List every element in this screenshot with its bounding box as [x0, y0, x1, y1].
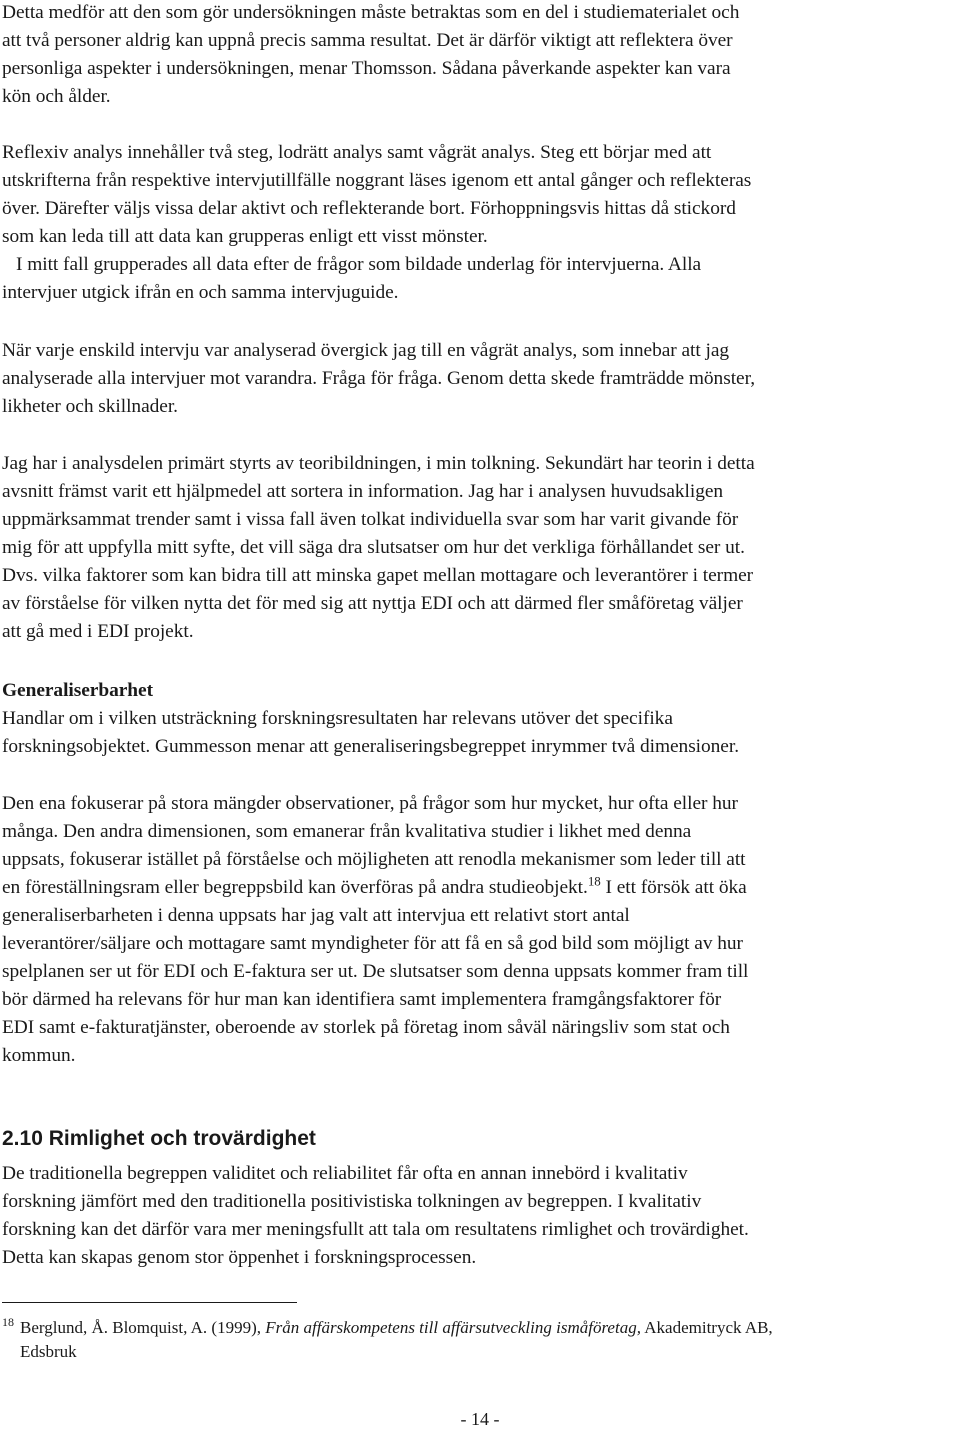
- text-line-with-footnote-ref: [2, 874, 954, 902]
- text-line: När varje enskild intervju var analyserad övergick jag till en vågrät analys, som innebar att jag: [2, 340, 730, 361]
- text-line: kommun.: [2, 1045, 76, 1066]
- paragraph-generalizability: [2, 677, 954, 761]
- text-line: forskningsobjektet. Gummesson menar att generaliseringsbegreppet inrymmer två dimensioner.: [2, 736, 740, 757]
- text-line: kön och ålder.: [2, 86, 111, 107]
- text-line: forskning jämfört med den traditionella positivistiska tolkningen av begreppen. I kvalitativ: [2, 1191, 702, 1212]
- text-line: Reflexiv analys innehåller två steg, lodrätt analys samt vågrät analys. Steg ett börjar med att: [2, 142, 712, 163]
- paragraph-dimensions: [2, 790, 954, 1070]
- footnote-text: Akademitryck AB,: [640, 1318, 773, 1337]
- text-line: analyserade alla intervjuer mot varandra. Fråga för fråga. Genom detta skede framträdde mönster,: [2, 368, 756, 389]
- text-line: likheter och skillnader.: [2, 396, 178, 417]
- footnote-title: Från affärskompetens till affärsutveckling ismåföretag,: [265, 1318, 641, 1337]
- text-line: Detta kan skapas genom stor öppenhet i forskningsprocessen.: [2, 1247, 477, 1268]
- text-line: uppsats, fokuserar istället på förståelse och möjligheten att renodla mekanismer som leder till att: [2, 849, 746, 870]
- text-line: utskrifterna från respektive intervjutillfälle noggrant läses igenom ett antal gånger och reflekteras: [2, 170, 752, 191]
- section-heading: 2.10 Rimlighet och trovärdighet: [2, 1127, 316, 1150]
- text-line: EDI samt e-fakturatjänster, oberoende av storlek på företag inom såväl näringsliv som stat och: [2, 1017, 730, 1038]
- text-line: intervjuer utgick ifrån en och samma intervjuguide.: [2, 282, 399, 303]
- footnote-number: 18: [2, 1315, 14, 1330]
- footnote: [2, 1316, 954, 1364]
- text-line: uppmärksammat trender samt i vissa fall även tolkat individuella svar som har varit givande för: [2, 509, 739, 530]
- text-line: avsnitt främst varit ett hjälpmedel att sortera in information. Jag har i analysen huvudsakligen: [2, 481, 724, 502]
- paragraph-credibility: [2, 1160, 954, 1272]
- text-line: över. Därefter väljs vissa delar aktivt och reflekterande bort. Förhoppningsvis hittas då stickord: [2, 198, 736, 219]
- footnote-text: Berglund, Å. Blomquist, A. (1999),: [20, 1318, 266, 1337]
- text-line: mig för att uppfylla mitt syfte, det vill säga dra slutsatser om hur det verkliga förhållandet ser ut.: [2, 537, 745, 558]
- text-line: De traditionella begreppen validitet och reliabilitet får ofta en annan innebörd i kvalitativ: [2, 1163, 688, 1184]
- text-line: Handlar om i vilken utsträckning forskningsresultaten har relevans utöver det specifika: [2, 708, 673, 729]
- text-line: att gå med i EDI projekt.: [2, 621, 194, 642]
- text-line: generaliserbarheten i denna uppsats har jag valt att intervjua ett relativt stort antal: [2, 905, 630, 926]
- text-line: spelplanen ser ut för EDI och E-faktura ser ut. De slutsatser som denna uppsats kommer fram till: [2, 961, 749, 982]
- paragraph-intro: [2, 0, 954, 111]
- subheading-generalizability: Generaliserbarhet: [2, 680, 153, 701]
- text-line: Jag har i analysdelen primärt styrts av teoribildningen, i min tolkning. Sekundärt har teorin i detta: [2, 453, 755, 474]
- text-line: forskning kan det därför vara mer meningsfullt att tala om resultatens rimlighet och trovärdighet.: [2, 1219, 749, 1240]
- footnote-reference: 18: [587, 873, 601, 889]
- text-line: personliga aspekter i undersökningen, menar Thomsson. Sådana påverkande aspekter kan vara: [2, 58, 731, 79]
- paragraph-horizontal-analysis: [2, 337, 954, 421]
- footnote-text: Edsbruk: [20, 1342, 77, 1361]
- text-line: Den ena fokuserar på stora mängder observationer, på frågor som hur mycket, hur ofta eller hur: [2, 793, 738, 814]
- text-segment: en föreställningsram eller begreppsbild kan överföras på andra studieobjekt.: [2, 877, 588, 898]
- text-line: många. Den andra dimensionen, som emanerar från kvalitativa studier i likhet med denna: [2, 821, 692, 842]
- text-line: I mitt fall grupperades all data efter de frågor som bildade underlag för intervjuerna. Alla: [16, 254, 702, 275]
- paragraph-analysis-method: [2, 450, 954, 646]
- page-number: - 14 -: [460, 1409, 500, 1429]
- footnote-separator: [2, 1302, 297, 1303]
- text-line: leverantörer/säljare och mottagare samt myndigheter för att få en så god bild som möjligt av hur: [2, 933, 743, 954]
- text-line: Dvs. vilka faktorer som kan bidra till att minska gapet mellan mottagare och leverantörer i termer: [2, 565, 754, 586]
- text-line: av förståelse för vilken nytta det för med sig att nyttja EDI och att därmed fler småföretag väljer: [2, 593, 743, 614]
- text-line: bör därmed ha relevans för hur man kan identifiera samt implementera framgångsfaktorer för: [2, 989, 722, 1010]
- text-segment: I ett försök att öka: [600, 877, 747, 898]
- text-line: att två personer aldrig kan uppnå precis samma resultat. Det är därför viktigt att reflektera över: [2, 30, 733, 51]
- paragraph-reflexive-analysis: [2, 139, 954, 307]
- text-line: Detta medför att den som gör undersökningen måste betraktas som en del i studiematerialet och: [2, 2, 740, 23]
- text-line: som kan leda till att data kan grupperas enligt ett visst mönster.: [2, 226, 488, 247]
